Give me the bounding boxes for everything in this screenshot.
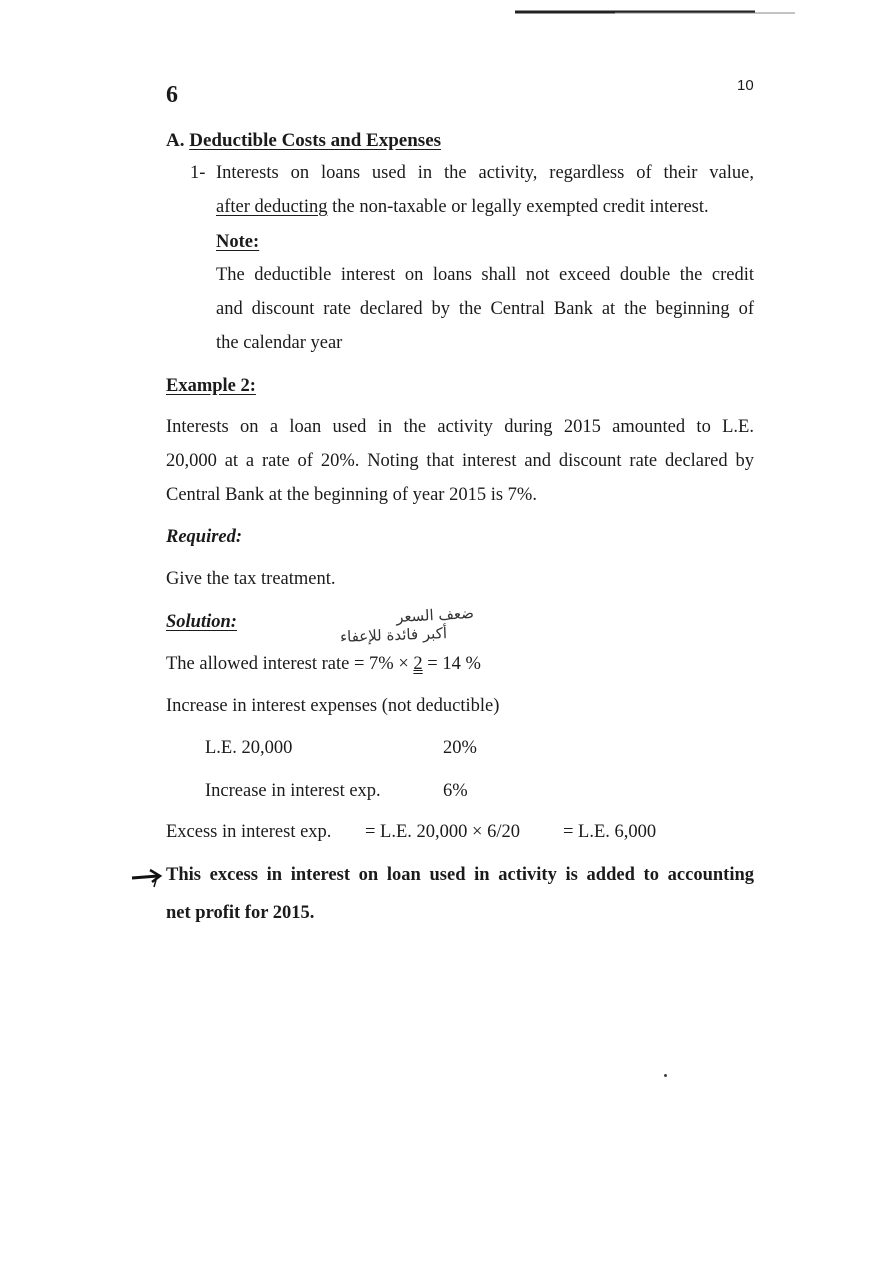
excess-label: Excess in interest exp. — [166, 822, 332, 842]
handwritten-note-line2: أكبر فائدة للإعفاء — [339, 624, 448, 646]
section-letter: A. — [166, 130, 185, 151]
allowed-rate-prefix: The allowed interest rate = 7% × — [166, 654, 414, 674]
required-label: Required: — [166, 527, 243, 547]
excess-formula: = L.E. 20,000 × 6/20 — [365, 822, 520, 842]
note-line3: the calendar year — [216, 333, 343, 353]
row-value: 6% — [443, 781, 468, 801]
required-text: Give the tax treatment. — [166, 569, 336, 589]
conclusion-line2: net profit for 2015. — [166, 903, 315, 923]
note-line2: and discount rate declared by the Central Bank at the beginning of — [216, 299, 754, 319]
item1-underlined-phrase: after deducting — [216, 197, 328, 217]
page-number-left: 6 — [166, 82, 178, 108]
row-label: L.E. 20,000 — [205, 738, 293, 758]
solution-label: Solution: — [166, 612, 237, 632]
item1-line1: Interests on loans used in the activity, regardless of their value, — [216, 163, 754, 183]
row-label: Increase in interest exp. — [205, 781, 381, 801]
row-value: 20% — [443, 738, 477, 758]
note-line1: The deductible interest on loans shall not exceed double the credit — [216, 265, 754, 285]
scan-artifact-line — [515, 10, 795, 14]
section-title: Deductible Costs and Expenses — [189, 130, 442, 151]
page-number-right: 10 — [737, 77, 754, 94]
increase-heading: Increase in interest expenses (not deductible) — [166, 696, 500, 716]
allowed-rate-line — [166, 647, 481, 681]
item-marker: 1- — [190, 163, 206, 183]
item1-line2-rest: the non-taxable or legally exempted credit interest. — [327, 197, 709, 217]
item1-line2 — [216, 190, 709, 224]
section-heading — [166, 130, 441, 152]
handwritten-note-line1: ضعف السعر — [395, 603, 475, 627]
note-label: Note: — [216, 232, 260, 252]
allowed-rate-factor: 2 — [413, 654, 423, 674]
example-line1: Interests on a loan used in the activity during 2015 amounted to L.E. — [166, 417, 754, 437]
excess-result: = L.E. 6,000 — [563, 822, 657, 842]
conclusion-line1 — [166, 858, 754, 892]
example-line3: Central Bank at the beginning of year 2015 is 7%. — [166, 485, 537, 505]
scan-speck — [664, 1074, 667, 1077]
conclusion-line1-text: This excess in interest on loan used in activity is added to accounting — [166, 865, 754, 885]
example-line2: 20,000 at a rate of 20%. Noting that interest and discount rate declared by — [166, 451, 754, 471]
allowed-rate-suffix: = 14 % — [422, 654, 481, 674]
example-label: Example 2: — [166, 376, 256, 396]
hand-drawn-arrow-icon — [130, 866, 164, 888]
